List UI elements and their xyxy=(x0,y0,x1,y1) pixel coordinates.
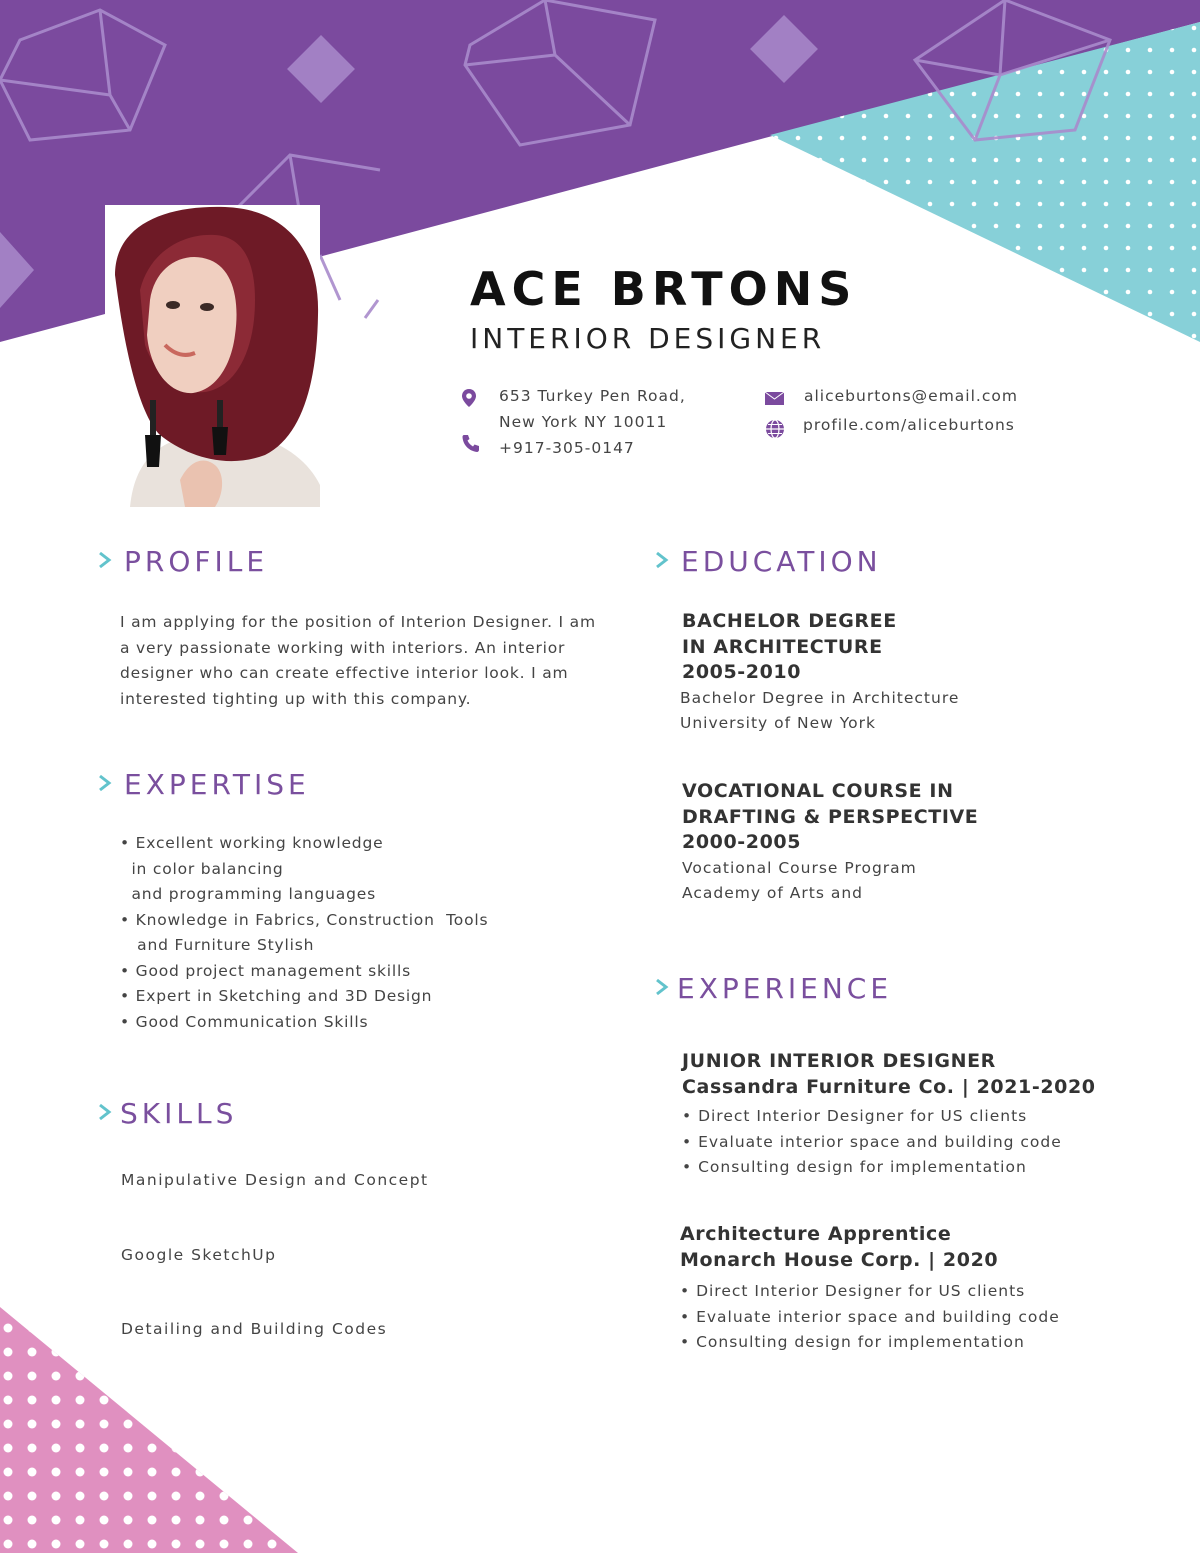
list-item: and Furniture Stylish xyxy=(120,936,315,954)
experience-duties xyxy=(680,1279,1180,1356)
profile-title: PROFILE xyxy=(124,545,269,578)
chevron-right-icon xyxy=(653,550,671,574)
skill-item: Manipulative Design and Concept xyxy=(121,1171,429,1189)
education-heading: VOCATIONAL COURSE IN DRAFTING & PERSPECTIVE 2000-2005 xyxy=(682,780,979,853)
chevron-right-icon xyxy=(96,773,114,797)
profile-section-header xyxy=(96,545,268,578)
education-entry xyxy=(682,779,1162,907)
list-item: • Consulting design for implementation xyxy=(682,1158,1027,1176)
experience-heading: JUNIOR INTERIOR DESIGNER Cassandra Furniture Co. | 2021-2020 xyxy=(682,1050,1096,1098)
profile-photo xyxy=(105,205,320,507)
pink-dots xyxy=(0,1307,298,1553)
job-title: INTERIOR DESIGNER xyxy=(470,322,826,355)
experience-entry xyxy=(680,1222,1180,1356)
expertise-list xyxy=(120,831,488,1035)
phone-number: +917-305-0147 xyxy=(499,439,635,457)
education-section-header xyxy=(653,545,882,578)
email-address[interactable]: aliceburtons@email.com xyxy=(804,387,1018,405)
list-item: • Excellent working knowledge xyxy=(120,834,384,852)
list-item: • Expert in Sketching and 3D Design xyxy=(120,987,433,1005)
experience-section-header xyxy=(653,972,892,1005)
website-link[interactable]: profile.com/aliceburtons xyxy=(803,416,1015,434)
education-entry xyxy=(682,609,1162,737)
profile-text xyxy=(120,610,600,712)
list-item: • Good project management skills xyxy=(120,961,411,980)
list-item: in color balancing xyxy=(120,859,284,878)
email-icon xyxy=(764,388,784,408)
phone-icon xyxy=(461,433,481,453)
education-detail: Vocational Course Program xyxy=(682,858,917,877)
education-detail: Bachelor Degree in Architecture xyxy=(680,688,960,707)
globe-icon xyxy=(765,419,785,439)
list-item: • Knowledge in Fabrics, Construction Tools xyxy=(120,910,489,929)
skill-item: Detailing and Building Codes xyxy=(121,1320,388,1338)
list-item: and programming languages xyxy=(120,885,376,903)
expertise-title: EXPERTISE xyxy=(124,768,310,801)
education-heading: BACHELOR DEGREE IN ARCHITECTURE 2005-2010 xyxy=(682,610,897,683)
location-pin-icon xyxy=(459,388,479,408)
address-line-1: 653 Turkey Pen Road, xyxy=(499,387,686,405)
skill-item: Google SketchUp xyxy=(121,1246,277,1264)
chevron-right-icon xyxy=(96,1102,114,1126)
list-item: • Direct Interior Designer for US clients xyxy=(682,1107,1028,1125)
experience-entry xyxy=(682,1049,1182,1181)
address xyxy=(499,383,686,461)
address-line-2: New York NY 10011 xyxy=(499,413,668,431)
skills-title: SKILLS xyxy=(120,1097,238,1130)
expertise-section-header xyxy=(96,768,310,801)
chevron-right-icon xyxy=(653,977,671,1001)
list-item: • Evaluate interior space and building code xyxy=(682,1132,1062,1151)
list-item: • Direct Interior Designer for US clients xyxy=(680,1282,1026,1300)
skills-section-header xyxy=(96,1097,237,1130)
education-title: EDUCATION xyxy=(681,545,882,578)
profile-line: designer who can create effective interior look. I am xyxy=(120,664,569,682)
education-detail: Academy of Arts and xyxy=(682,884,864,902)
list-item: • Consulting design for implementation xyxy=(680,1333,1025,1351)
profile-line: interested tighting up with this company. xyxy=(120,689,472,708)
experience-duties xyxy=(682,1104,1182,1181)
profile-line: a very passionate working with interiors. An interior xyxy=(120,638,566,657)
experience-title: EXPERIENCE xyxy=(677,972,893,1005)
education-detail: University of New York xyxy=(680,714,876,732)
experience-heading: Architecture Apprentice Monarch House Corp. | 2020 xyxy=(680,1223,999,1271)
candidate-name: ACE BRTONS xyxy=(470,262,858,316)
list-item: • Good Communication Skills xyxy=(120,1012,369,1031)
list-item: • Evaluate interior space and building code xyxy=(680,1307,1060,1326)
profile-line: I am applying for the position of Interion Designer. I am xyxy=(120,613,596,631)
chevron-right-icon xyxy=(96,550,114,574)
